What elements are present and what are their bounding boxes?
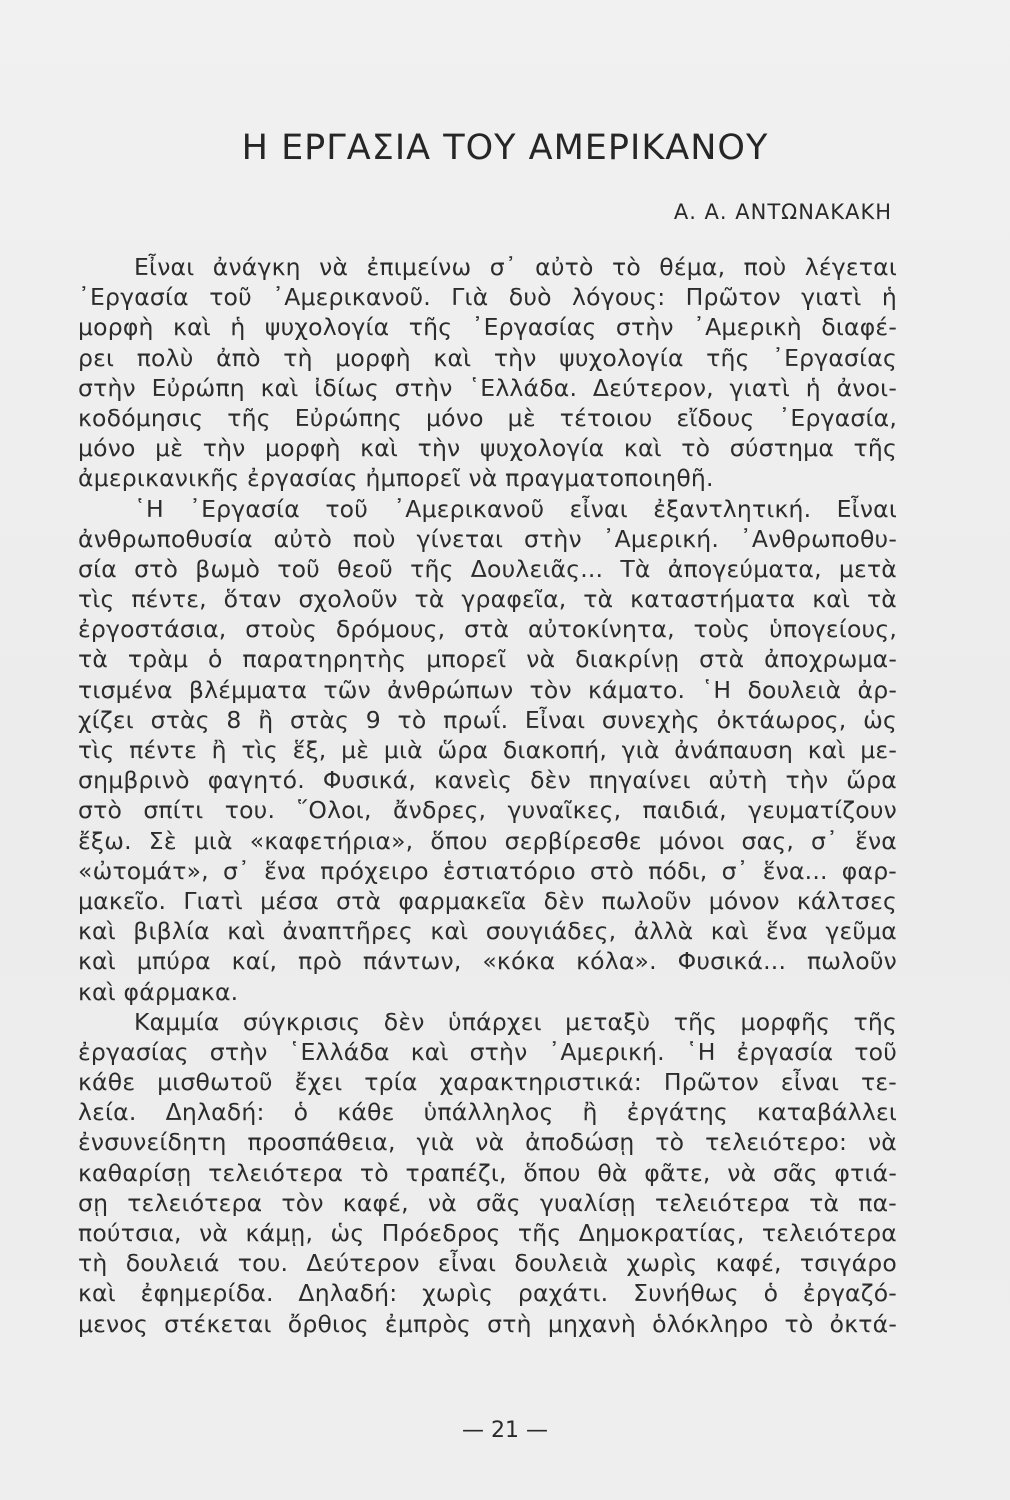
text-line: κάθε μισθωτοῦ ἔχει τρία χαρακτηριστικά: Πρῶτον εἶναι τε-	[78, 1068, 897, 1097]
text-line: χίζει στὰς 8 ἢ στὰς 9 τὸ πρωΐ. Εἶναι συνεχὴς ὀκτάωρος, ὡς	[78, 705, 897, 734]
text-line: στὸ σπίτι του. ῞Ολοι, ἄνδρες, γυναῖκες, παιδιά, γευματίζουν	[78, 796, 897, 825]
text-line: μακεῖο. Γιατὶ μέσα στὰ φαρμακεῖα δὲν πωλοῦν μόνον κάλτσες	[78, 886, 897, 915]
text-line: ρει πολὺ ἀπὸ τὴ μορφὴ καὶ τὴν ψυχολογία τῆς ᾽Εργασίας	[78, 343, 897, 372]
text-line: σῃ τελειότερα τὸν καφέ, νὰ σᾶς γυαλίσῃ τελειότερα τὰ πα-	[78, 1188, 897, 1217]
text-line: σία στὸ βωμὸ τοῦ θεοῦ τῆς Δουλειᾶς... Τὰ ἀπογεύματα, μετὰ	[78, 554, 897, 583]
article-body	[78, 252, 897, 1339]
text-line: τὶς πέντε ἢ τὶς ἕξ, μὲ μιὰ ὥρα διακοπή, γιὰ ἀνάπαυση καὶ με-	[78, 736, 897, 764]
page-number: — 21 —	[462, 1418, 548, 1443]
text-line: λεία. Δηλαδή: ὁ κάθε ὑπάλληλος ἢ ἐργάτης καταβάλλει	[78, 1098, 897, 1127]
text-line: στὴν Εὐρώπη καὶ ἰδίως στὴν ῾Ελλάδα. Δεύτερον, γιατὶ ἡ ἀνοι-	[78, 373, 897, 402]
text-line: καὶ φάρμακα.	[78, 977, 239, 1006]
text-line: ἐνσυνείδητη προσπάθεια, γιὰ νὰ ἀποδώσῃ τὸ τελειότερο: νὰ	[78, 1128, 897, 1157]
text-line: μόνο μὲ τὴν μορφὴ καὶ τὴν ψυχολογία καὶ τὸ σύστημα τῆς	[78, 434, 897, 463]
text-line: τισμένα βλέμματα τῶν ἀνθρώπων τὸν κάματο. ῾Η δουλειὰ ἀρ-	[78, 675, 897, 704]
text-line: ἐργοστάσια, στοὺς δρόμους, στὰ αὐτοκίνητα, τοὺς ὑπογείους,	[78, 615, 897, 644]
text-line: μενος στέκεται ὄρθιος ἐμπρὸς στὴ μηχανὴ ὁλόκληρο τὸ ὀκτά-	[78, 1309, 897, 1338]
text-line: «ὠτομάτ», σ᾽ ἕνα πρόχειρο ἑστιατόριο στὸ πόδι, σ᾽ ἕνα... φαρ-	[78, 856, 897, 885]
text-line: ἀμερικανικῆς ἐργασίας ἠμπορεῖ νὰ πραγματοποιηθῆ.	[78, 464, 714, 493]
text-line: ἐργασίας στὴν ῾Ελλάδα καὶ στὴν ᾽Αμερική. ῾Η ἐργασία τοῦ	[78, 1037, 897, 1066]
text-line: μορφὴ καὶ ἡ ψυχολογία τῆς ᾽Εργασίας στὴν ᾽Αμερικὴ διαφέ-	[78, 313, 897, 342]
text-line: ἔξω. Σὲ μιὰ «καφετήρια», ὅπου σερβίρεσθε μόνοι σας, σ᾽ ἕνα	[78, 826, 897, 855]
text-line: καὶ μπύρα καί, πρὸ πάντων, «κόκα κόλα». Φυσικά... πωλοῦν	[78, 947, 897, 976]
text-line: κοδόμησις τῆς Εὐρώπης μόνο μὲ τέτοιου εἴδους ᾽Εργασία,	[78, 403, 897, 432]
text-line: ἀνθρωποθυσία αὐτὸ ποὺ γίνεται στὴν ᾽Αμερική. ᾽Ανθρωποθυ-	[78, 524, 897, 553]
text-line: καὶ ἐφημερίδα. Δηλαδή: χωρὶς ραχάτι. Συνήθως ὁ ἐργαζό-	[78, 1279, 897, 1308]
text-line: καθαρίσῃ τελειότερα τὸ τραπέζι, ὅπου θὰ φᾶτε, νὰ σᾶς φτιά-	[78, 1158, 897, 1187]
text-line: τὰ τρὰμ ὁ παρατηρητὴς μπορεῖ νὰ διακρίνῃ στὰ ἀποχρωμα-	[78, 645, 897, 674]
text-line: ᾽Εργασία τοῦ ᾽Αμερικανοῦ. Γιὰ δυὸ λόγους: Πρῶτον γιατὶ ἡ	[78, 283, 897, 312]
text-line: τὴ δουλειά του. Δεύτερον εἶναι δουλειὰ χωρὶς καφέ, τσιγάρο	[78, 1249, 897, 1278]
text-line: τὶς πέντε, ὅταν σχολοῦν τὰ γραφεῖα, τὰ καταστήματα καὶ τὰ	[78, 585, 897, 614]
article-title: Η ΕΡΓΑΣΙΑ ΤΟΥ ΑΜΕΡΙΚΑΝΟΥ	[241, 128, 769, 168]
text-line: καὶ βιβλία καὶ ἀναπτῆρες καὶ σουγιάδες, ἀλλὰ καὶ ἕνα γεῦμα	[78, 917, 897, 946]
text-line: ῾Η ᾽Εργασία τοῦ ᾽Αμερικανοῦ εἶναι ἐξαντλητική. Εἶναι	[134, 494, 897, 523]
text-line: Εἶναι ἀνάγκη νὰ ἐπιμείνω σ᾽ αὐτὸ τὸ θέμα, ποὺ λέγεται	[134, 253, 897, 281]
text-line: σημβρινὸ φαγητό. Φυσικά, κανεὶς δὲν πηγαίνει αὐτὴ τὴν ὥρα	[78, 766, 897, 795]
article-author: Α. Α. ΑΝΤΩΝΑΚΑΚΗ	[673, 200, 892, 224]
text-line: Καμμία σύγκρισις δὲν ὑπάρχει μεταξὺ τῆς μορφῆς τῆς	[134, 1007, 897, 1036]
text-line: πούτσια, νὰ κάμῃ, ὡς Πρόεδρος τῆς Δημοκρατίας, τελειότερα	[78, 1219, 897, 1247]
